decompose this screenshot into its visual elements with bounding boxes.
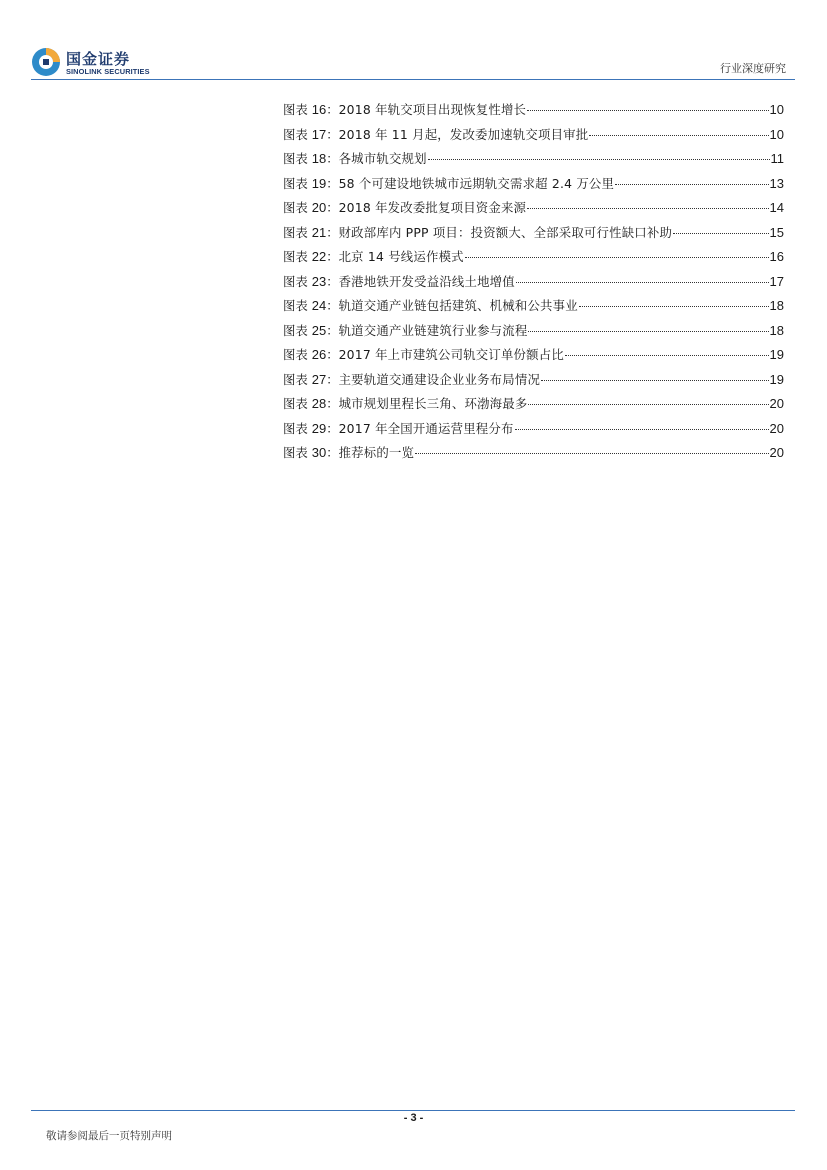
toc-entry-page: 10 (769, 102, 784, 117)
dot-leader (615, 184, 768, 185)
toc-entry-label: 图表 16： (283, 102, 339, 117)
toc-entry-label: 图表 29： (283, 420, 339, 436)
toc-entry-label: 图表 21： (283, 224, 339, 240)
toc-entry-label: 图表 24： (283, 298, 339, 313)
toc-entry-title: 轨道交通产业链建筑行业参与流程 (338, 322, 528, 338)
toc-entry-page: 14 (769, 200, 784, 215)
toc-entry-page: 11 (770, 151, 784, 166)
toc-entry-title: 轨道交通产业链包括建筑、机械和公共事业 (338, 298, 578, 313)
toc-entry-label: 图表 23： (283, 273, 339, 289)
toc-entry-label: 图表 19： (283, 175, 339, 191)
toc-entry-label: 图表 30： (283, 445, 339, 460)
footer-divider (31, 1110, 795, 1111)
toc-entry[interactable] (283, 272, 784, 297)
toc-entry-page: 15 (769, 224, 784, 240)
toc-entry-page: 19 (769, 371, 784, 387)
dot-leader (428, 159, 770, 160)
dot-leader (528, 404, 768, 405)
toc-entry-title: 2018 年轨交项目出现恢复性增长 (338, 102, 527, 117)
toc-entry[interactable] (283, 100, 784, 125)
logo-name-cn: 国金证券 (66, 50, 131, 68)
toc-entry-title: 2017 年上市建筑公司轨交订单份额占比 (338, 347, 564, 362)
toc-entry-title: 主要轨道交通建设企业业务布局情况 (338, 371, 541, 387)
toc-entry-title: 香港地铁开发受益沿线土地增值 (338, 273, 515, 289)
dot-leader (541, 380, 768, 381)
toc-entry-title: 58 个可建设地铁城市远期轨交需求超 2.4 万公里 (338, 175, 615, 191)
toc-entry-title: 2017 年全国开通运营里程分布 (338, 420, 514, 436)
header-divider (31, 79, 795, 80)
toc-entry[interactable] (283, 149, 784, 174)
toc-entry-title: 各城市轨交规划 (338, 151, 427, 166)
dot-leader (589, 135, 768, 136)
toc-entry-page: 20 (769, 420, 784, 436)
toc-entry-page: 19 (769, 347, 784, 362)
toc-entry-page: 16 (769, 249, 784, 264)
toc-entry[interactable] (283, 247, 784, 272)
dot-leader (465, 257, 769, 258)
dot-leader (673, 233, 768, 234)
dot-leader (516, 282, 769, 283)
toc-entry-page: 18 (769, 298, 784, 313)
toc-entry[interactable] (283, 198, 784, 223)
dot-leader (515, 429, 769, 430)
dot-leader (527, 208, 768, 209)
toc-entry-title: 北京 14 号线运作模式 (338, 249, 464, 264)
dot-leader (579, 306, 769, 307)
toc-entry[interactable] (283, 394, 784, 419)
toc-entry-label: 图表 28： (283, 396, 339, 411)
toc-entry-page: 13 (769, 175, 784, 191)
toc-entry-page: 20 (769, 396, 784, 411)
sinolink-logo-icon (31, 47, 61, 77)
toc-entry[interactable] (283, 223, 784, 248)
dot-leader (565, 355, 769, 356)
page-header (0, 0, 827, 80)
dot-leader (528, 331, 768, 332)
toc-entry-label: 图表 27： (283, 371, 339, 387)
toc-entry-label: 图表 17： (283, 126, 339, 142)
toc-entry[interactable] (283, 419, 784, 444)
toc-entry-page: 20 (769, 445, 784, 460)
logo-name-en: SINOLINK SECURITIES (66, 67, 150, 76)
toc-entry[interactable] (283, 174, 784, 199)
disclaimer-note: 敬请参阅最后一页特别声明 (46, 1130, 172, 1142)
toc-entry-title: 城市规划里程长三角、环渤海最多 (338, 396, 528, 411)
toc-entry-label: 图表 20： (283, 200, 339, 215)
company-logo (31, 47, 155, 79)
toc-entry[interactable] (283, 321, 784, 346)
toc-entry[interactable] (283, 345, 784, 370)
toc-entry[interactable] (283, 296, 784, 321)
toc-entry-title: 推荐标的一览 (338, 445, 415, 460)
dot-leader (527, 110, 768, 111)
toc-entry[interactable] (283, 370, 784, 395)
toc-entry-label: 图表 25： (283, 322, 339, 338)
dot-leader (415, 453, 768, 454)
figure-index-list (283, 100, 784, 468)
toc-entry-title: 2018 年发改委批复项目资金来源 (338, 200, 527, 215)
toc-entry-title: 财政部库内 PPP 项目：投资额大、全部采取可行性缺口补助 (338, 224, 673, 240)
toc-entry-page: 18 (769, 322, 784, 338)
page-number: - 3 - (403, 1112, 424, 1124)
toc-entry-page: 10 (769, 126, 784, 142)
toc-entry-page: 17 (769, 273, 784, 289)
toc-entry[interactable] (283, 443, 784, 468)
toc-entry[interactable] (283, 125, 784, 150)
report-type-label: 行业深度研究 (720, 62, 786, 75)
toc-entry-label: 图表 18： (283, 151, 339, 166)
toc-entry-label: 图表 26： (283, 347, 339, 362)
toc-entry-label: 图表 22： (283, 249, 339, 264)
toc-entry-title: 2018 年 11 月起，发改委加速轨交项目审批 (338, 126, 589, 142)
